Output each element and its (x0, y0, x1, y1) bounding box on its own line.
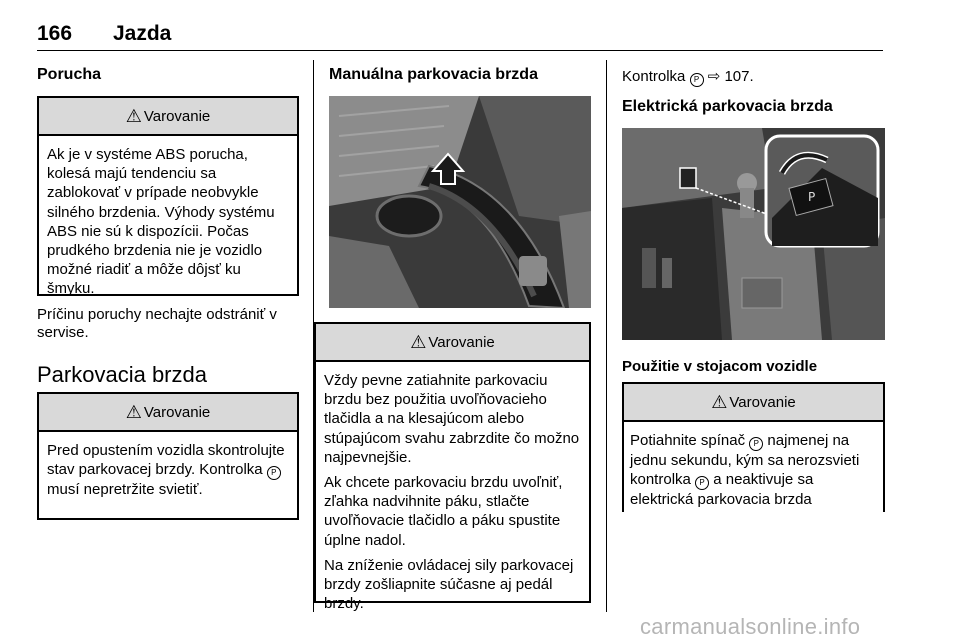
brake-warning-icon: P (690, 73, 704, 87)
warning-header (39, 98, 297, 136)
warning-triangle-icon: ⚠ (711, 392, 728, 412)
paragraph-repair: Príčinu poruchy nechajte odstrániť v servise. (37, 306, 277, 341)
header-rule (37, 50, 883, 51)
watermark: carmanualsonline.info (640, 614, 861, 639)
warning-text-b: najmenej na jednu sekundu, kým sa nerozsvieti kontrolka (630, 432, 860, 489)
warning-paragraph-3: Na zníženie ovládacej sily parkovacej brzdy zošliapnite súčasne aj pedál brzdy. (324, 556, 574, 613)
electric-brake-illustration (622, 128, 885, 340)
page-reference: 107. (724, 68, 754, 85)
warning-text (624, 422, 883, 509)
warning-header (316, 324, 589, 362)
warning-box-electric (622, 382, 885, 512)
warning-title: Varovanie (428, 333, 495, 351)
warning-box-parking (37, 392, 299, 520)
warning-header (624, 384, 883, 422)
column-divider-2 (606, 60, 607, 612)
warning-triangle-icon: ⚠ (410, 332, 427, 352)
warning-paragraph-2: Ak chcete parkovaciu brzdu uvoľniť, zľahka nadvihnite páku, stlačte uvoľňovacie tlačidlo a páku spustite úplne nadol. (324, 474, 563, 549)
warning-box-manual (314, 322, 591, 613)
heading-porucha: Porucha (37, 66, 102, 83)
brake-warning-icon: P (695, 476, 709, 490)
warning-text: Ak je v systéme ABS porucha, kolesá majú tendenciu sa zablokovať v prípade neobvykle silného brzdenia. Výhody systému ABS nie sú k dispozícii. Počas prudkého brzdenia nie je vozidlo možné riadiť a môže dôjsť ku šmyku. (47, 146, 275, 298)
heading-parking-brake: Parkovacia brzda (37, 362, 207, 387)
subheading-stationary: Použitie v stojacom vozidle (622, 358, 818, 375)
warning-title: Varovanie (143, 403, 211, 421)
page-number: 166 (37, 22, 73, 45)
brake-warning-icon: P (749, 437, 763, 451)
warning-text (39, 432, 297, 499)
warning-text-a: Potiahnite spínač (630, 432, 746, 449)
electric-brake-image (622, 128, 885, 340)
section-title: Jazda (113, 22, 172, 45)
ref-arrow-icon: ⇨ (707, 68, 721, 85)
heading-manual-brake: Manuálna parkovacia brzda (329, 66, 538, 83)
manual-brake-image (329, 96, 591, 308)
warning-title: Varovanie (729, 393, 796, 411)
warning-text (316, 362, 589, 613)
warning-triangle-icon: ⚠ (125, 402, 142, 422)
kontrolka-label: Kontrolka (622, 68, 686, 85)
warning-text-b: musí nepretržite svietiť. (47, 481, 203, 499)
kontrolka-reference (622, 68, 754, 87)
brake-warning-icon: P (267, 466, 281, 480)
warning-header (39, 394, 297, 432)
manual-brake-illustration (329, 96, 591, 308)
warning-text-c: a neaktivuje sa elektrická parkovacia brzda (630, 471, 814, 509)
warning-box-abs (37, 96, 299, 296)
warning-triangle-icon: ⚠ (125, 106, 142, 126)
heading-electric-brake: Elektrická parkovacia brzda (622, 98, 833, 115)
warning-paragraph-1: Vždy pevne zatiahnite parkovaciu brzdu bez použitia uvoľňovacieho tlačidla a na klesajúcom alebo stúpajúcom svahu zabrzdite čo možno najpevnejšie. (324, 372, 580, 466)
warning-title: Varovanie (143, 107, 211, 125)
warning-text-a: Pred opustením vozidla skontrolujte stav parkovacej brzdy. Kontrolka (47, 442, 285, 479)
svg-text:P: P (808, 190, 816, 204)
